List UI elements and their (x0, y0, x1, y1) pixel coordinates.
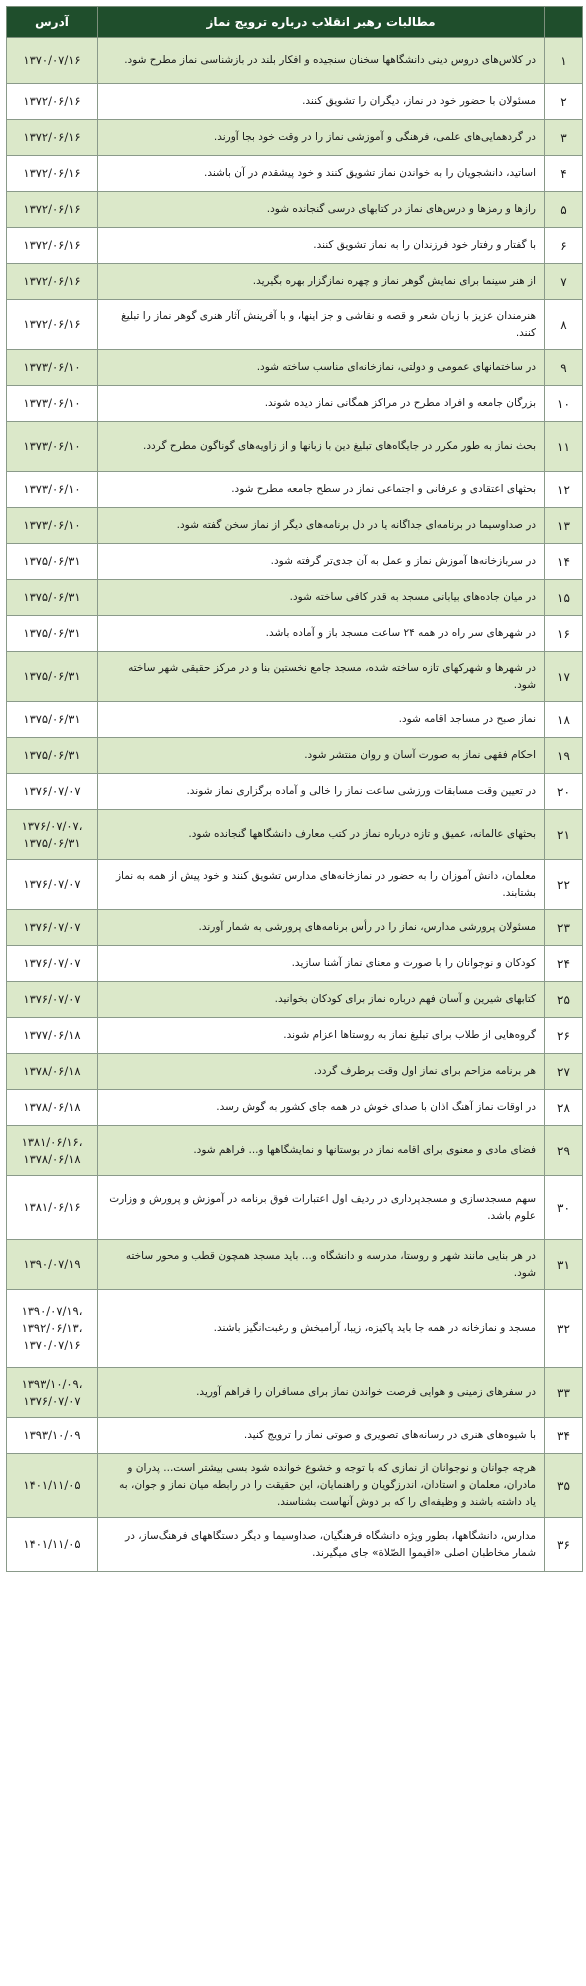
row-number: ۳ (545, 120, 583, 156)
demand-text: با گفتار و رفتار خود فرزندان را به نماز تشویق کنند. (98, 228, 545, 264)
demand-text: بحث نماز به طور مکرر در جایگاه‌های تبلیغ دین با زبانها و از زاویه‌های گوناگون مطرح گردد. (98, 422, 545, 472)
table-body (7, 38, 583, 1572)
demand-text: گروه‌هایی از طلاب برای تبلیغ نماز به روستاها اعزام شوند. (98, 1018, 545, 1054)
demand-text: مسئولان پرورشی مدارس، نماز را در رأس برنامه‌های پرورشی به شمار آورند. (98, 910, 545, 946)
table-row (7, 192, 583, 228)
address-date: ۱۳۷۳/۰۶/۱۰ (7, 422, 98, 472)
address-date: ۱۳۷۶/۰۷/۰۷، ۱۳۷۵/۰۶/۳۱ (7, 810, 98, 860)
address-date: ۱۳۷۶/۰۷/۰۷ (7, 982, 98, 1018)
row-number: ۲ (545, 84, 583, 120)
table-row (7, 264, 583, 300)
table-row (7, 422, 583, 472)
table-row (7, 910, 583, 946)
row-number: ۱۱ (545, 422, 583, 472)
table-row (7, 738, 583, 774)
address-date: ۱۳۷۵/۰۶/۳۱ (7, 738, 98, 774)
table-row (7, 580, 583, 616)
table-row (7, 300, 583, 350)
address-date: ۱۳۷۲/۰۶/۱۶ (7, 228, 98, 264)
table-row (7, 1240, 583, 1290)
table-row (7, 616, 583, 652)
address-date: ۱۳۷۳/۰۶/۱۰ (7, 508, 98, 544)
address-date: ۱۳۹۰/۰۷/۱۹، ۱۳۹۲/۰۶/۱۳، ۱۳۷۰/۰۷/۱۶ (7, 1290, 98, 1368)
table-row (7, 1126, 583, 1176)
address-date: ۱۳۷۸/۰۶/۱۸ (7, 1054, 98, 1090)
address-date: ۱۳۷۲/۰۶/۱۶ (7, 300, 98, 350)
address-date: ۱۳۷۶/۰۷/۰۷ (7, 910, 98, 946)
table-row (7, 1090, 583, 1126)
demand-text: مسجد و نمازخانه در همه جا باید پاکیزه، زیبا، آرامبخش و رغبت‌انگیز باشند. (98, 1290, 545, 1368)
table-row (7, 1518, 583, 1572)
row-number: ۱۳ (545, 508, 583, 544)
row-number: ۷ (545, 264, 583, 300)
address-date: ۱۳۷۰/۰۷/۱۶ (7, 38, 98, 84)
demand-text: کودکان و نوجوانان را با صورت و معنای نماز آشنا سازید. (98, 946, 545, 982)
row-number: ۴ (545, 156, 583, 192)
address-date: ۱۳۷۲/۰۶/۱۶ (7, 120, 98, 156)
row-number: ۱۶ (545, 616, 583, 652)
row-number: ۲۳ (545, 910, 583, 946)
demand-text: در اوقات نماز آهنگ اذان با صدای خوش در همه جای کشور به گوش رسد. (98, 1090, 545, 1126)
demand-text: بحثهای اعتقادی و عرفانی و اجتماعی نماز در سطح جامعه مطرح شود. (98, 472, 545, 508)
address-date: ۱۳۷۶/۰۷/۰۷ (7, 774, 98, 810)
demand-text: هر برنامه مزاحم برای نماز اول وقت برطرف گردد. (98, 1054, 545, 1090)
row-number: ۸ (545, 300, 583, 350)
table-row (7, 156, 583, 192)
table-row (7, 982, 583, 1018)
table-row (7, 1368, 583, 1418)
table-row (7, 1018, 583, 1054)
row-number: ۱ (545, 38, 583, 84)
row-number: ۳۶ (545, 1518, 583, 1572)
row-number: ۱۴ (545, 544, 583, 580)
demand-text: سهم مسجدسازی و مسجدپرداری در ردیف اول اعتبارات فوق برنامه در آموزش و پرورش و وزارت علوم باشد. (98, 1176, 545, 1240)
demand-text: احکام فقهی نماز به صورت آسان و روان منتشر شود. (98, 738, 545, 774)
row-number: ۲۷ (545, 1054, 583, 1090)
demand-text: در هر بنایی مانند شهر و روستا، مدرسه و دانشگاه و... باید مسجد همچون قطب و محور ساخته شود. (98, 1240, 545, 1290)
address-date: ۱۳۹۰/۰۷/۱۹ (7, 1240, 98, 1290)
address-date: ۱۳۷۶/۰۷/۰۷ (7, 946, 98, 982)
address-date: ۱۳۷۲/۰۶/۱۶ (7, 156, 98, 192)
table-row (7, 84, 583, 120)
address-date: ۱۳۷۵/۰۶/۳۱ (7, 652, 98, 702)
row-number: ۳۲ (545, 1290, 583, 1368)
address-date: ۱۳۷۳/۰۶/۱۰ (7, 350, 98, 386)
row-number: ۳۱ (545, 1240, 583, 1290)
demand-text: از هنر سینما برای نمایش گوهر نماز و چهره نمازگزار بهره بگیرید. (98, 264, 545, 300)
table-row (7, 946, 583, 982)
demand-text: در ساختمانهای عمومی و دولتی، نمازخانه‌ای مناسب ساخته شود. (98, 350, 545, 386)
row-number: ۲۲ (545, 860, 583, 910)
demand-text: بزرگان جامعه و افراد مطرح در مراکز همگانی نماز دیده شوند. (98, 386, 545, 422)
demand-text: در سربازخانه‌ها آموزش نماز و عمل به آن جدی‌تر گرفته شود. (98, 544, 545, 580)
row-number: ۲۱ (545, 810, 583, 860)
row-number: ۱۷ (545, 652, 583, 702)
demand-text: با شیوه‌های هنری در رسانه‌های تصویری و صوتی نماز را ترویج کنید. (98, 1418, 545, 1454)
row-number: ۵ (545, 192, 583, 228)
row-number: ۶ (545, 228, 583, 264)
address-date: ۱۳۹۳/۱۰/۰۹، ۱۳۷۶/۰۷/۰۷ (7, 1368, 98, 1418)
table-row (7, 860, 583, 910)
table-row (7, 472, 583, 508)
row-number: ۱۲ (545, 472, 583, 508)
row-number: ۲۴ (545, 946, 583, 982)
row-number: ۳۵ (545, 1454, 583, 1518)
table-row (7, 774, 583, 810)
row-number: ۲۶ (545, 1018, 583, 1054)
row-number: ۲۰ (545, 774, 583, 810)
table-row (7, 1176, 583, 1240)
row-number: ۱۰ (545, 386, 583, 422)
demand-text: در تعیین وقت مسابقات ورزشی ساعت نماز را خالی و آماده برگزاری نماز شوند. (98, 774, 545, 810)
address-date: ۱۳۷۲/۰۶/۱۶ (7, 264, 98, 300)
header-address: آدرس (7, 7, 98, 38)
row-number: ۲۸ (545, 1090, 583, 1126)
address-date: ۱۳۷۳/۰۶/۱۰ (7, 472, 98, 508)
row-number: ۱۸ (545, 702, 583, 738)
header-demands-title: مطالبات رهبر انقلاب درباره ترویج نماز (98, 7, 545, 38)
address-date: ۱۳۸۱/۰۶/۱۶ (7, 1176, 98, 1240)
row-number: ۳۴ (545, 1418, 583, 1454)
table-row (7, 1290, 583, 1368)
document-container (6, 6, 582, 1572)
demand-text: فضای مادی و معنوی برای اقامه نماز در بوستانها و نمایشگاهها و... فراهم شود. (98, 1126, 545, 1176)
address-date: ۱۳۷۷/۰۶/۱۸ (7, 1018, 98, 1054)
address-date: ۱۳۷۸/۰۶/۱۸ (7, 1090, 98, 1126)
address-date: ۱۳۹۳/۱۰/۰۹ (7, 1418, 98, 1454)
table-row (7, 1418, 583, 1454)
table-row (7, 810, 583, 860)
row-number: ۲۹ (545, 1126, 583, 1176)
address-date: ۱۳۷۵/۰۶/۳۱ (7, 616, 98, 652)
demand-text: معلمان، دانش آموزان را به حضور در نمازخانه‌های مدارس تشویق کنند و خود پیش از همه به نماز بشتابند. (98, 860, 545, 910)
address-date: ۱۳۷۵/۰۶/۳۱ (7, 702, 98, 738)
address-date: ۱۳۷۳/۰۶/۱۰ (7, 386, 98, 422)
table-row (7, 386, 583, 422)
demand-text: در کلاس‌های دروس دینی دانشگاهها سخنان سنجیده و افکار بلند در بازشناسی نماز مطرح شود. (98, 38, 545, 84)
table-header (7, 7, 583, 38)
demand-text: هرچه جوانان و نوجوانان از نمازی که با توجه و خشوع خوانده شود بسی بیشتر است... پدران و مادران، معلمان و استادان، اندرزگویان و راهنمایان، این حقیقت را در رابطه میان نماز و جوان، به یاد داشته باشند و وظیفه‌ای را که بر دوش آنهاست بشناسند. (98, 1454, 545, 1518)
row-number: ۹ (545, 350, 583, 386)
demand-text: رازها و رمزها و درس‌های نماز در کتابهای درسی گنجانده شود. (98, 192, 545, 228)
address-date: ۱۳۷۶/۰۷/۰۷ (7, 860, 98, 910)
table-row (7, 1054, 583, 1090)
demand-text: نماز صبح در مساجد اقامه شود. (98, 702, 545, 738)
table-row (7, 702, 583, 738)
table-row (7, 350, 583, 386)
prayer-demands-table (6, 6, 583, 1572)
demand-text: مسئولان با حضور خود در نماز، دیگران را تشویق کنند. (98, 84, 545, 120)
address-date: ۱۳۷۲/۰۶/۱۶ (7, 192, 98, 228)
row-number: ۱۹ (545, 738, 583, 774)
demand-text: در شهرهای سر راه در همه ۲۴ ساعت مسجد باز و آماده باشد. (98, 616, 545, 652)
table-row (7, 508, 583, 544)
demand-text: در گردهمایی‌های علمی، فرهنگی و آموزشی نماز را در وقت خود بجا آورند. (98, 120, 545, 156)
demand-text: در میان جاده‌های بیابانی مسجد به قدر کافی ساخته شود. (98, 580, 545, 616)
row-number: ۳۳ (545, 1368, 583, 1418)
demand-text: در شهرها و شهرکهای تازه ساخته شده، مسجد جامع نخستین بنا و در مرکز حقیقی شهر ساخته شود. (98, 652, 545, 702)
row-number: ۱۵ (545, 580, 583, 616)
table-row (7, 120, 583, 156)
address-date: ۱۳۷۲/۰۶/۱۶ (7, 84, 98, 120)
demand-text: در صداوسیما در برنامه‌ای جداگانه یا در دل برنامه‌های دیگر از نماز سخن گفته شود. (98, 508, 545, 544)
table-row (7, 228, 583, 264)
demand-text: هنرمندان عزیز با زبان شعر و قصه و نقاشی و جز اینها، و با آفرینش آثار هنری گوهر نماز را تبلیغ کنند. (98, 300, 545, 350)
demand-text: مدارس، دانشگاهها، بطور ویژه دانشگاه فرهنگیان، صداوسیما و دیگر دستگاههای فرهنگ‌ساز، در شمار مخاطبان اصلی «اقیموا الصّلاة» جای میگیرند. (98, 1518, 545, 1572)
table-row (7, 544, 583, 580)
address-date: ۱۳۷۵/۰۶/۳۱ (7, 580, 98, 616)
table-row (7, 1454, 583, 1518)
address-date: ۱۴۰۱/۱۱/۰۵ (7, 1518, 98, 1572)
table-row (7, 652, 583, 702)
address-date: ۱۴۰۱/۱۱/۰۵ (7, 1454, 98, 1518)
demand-text: کتابهای شیرین و آسان فهم درباره نماز برای کودکان بخوانید. (98, 982, 545, 1018)
address-date: ۱۳۷۵/۰۶/۳۱ (7, 544, 98, 580)
demand-text: در سفرهای زمینی و هوایی فرصت خواندن نماز برای مسافران را فراهم آورید. (98, 1368, 545, 1418)
row-number: ۲۵ (545, 982, 583, 1018)
header-row-number (545, 7, 583, 38)
address-date: ۱۳۸۱/۰۶/۱۶، ۱۳۷۸/۰۶/۱۸ (7, 1126, 98, 1176)
demand-text: اساتید، دانشجویان را به خواندن نماز تشویق کنند و خود پیشقدم در آن باشند. (98, 156, 545, 192)
table-row (7, 38, 583, 84)
demand-text: بحثهای عالمانه، عمیق و تازه درباره نماز در کتب معارف دانشگاهها گنجانده شود. (98, 810, 545, 860)
row-number: ۳۰ (545, 1176, 583, 1240)
